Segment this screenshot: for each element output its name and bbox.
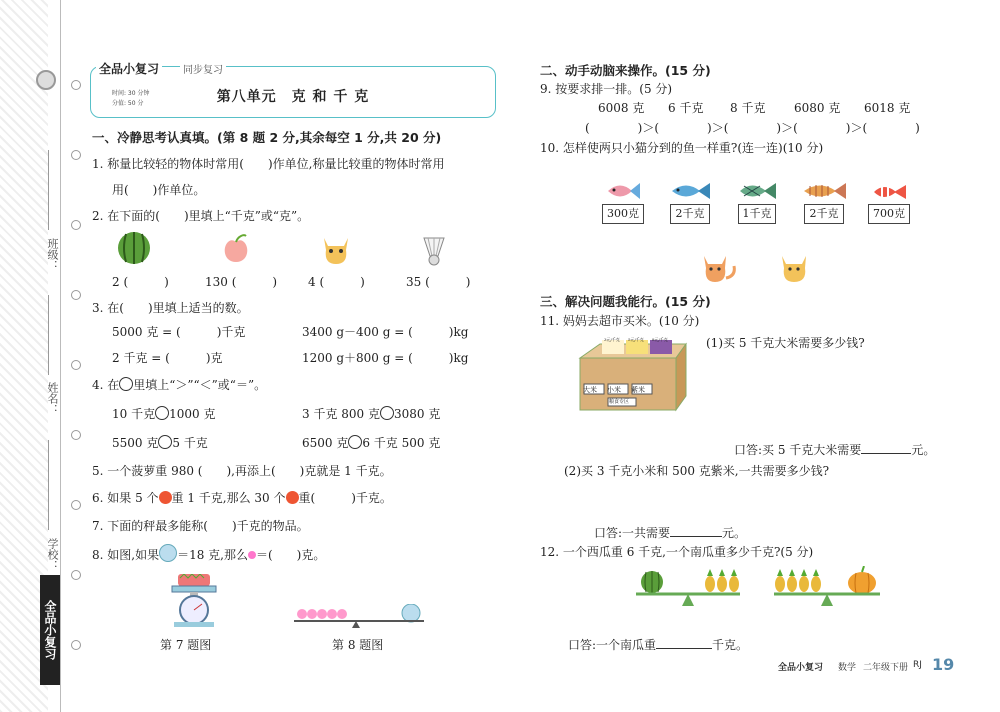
shop-price-3: 8元/千克 [652, 337, 668, 342]
balance-watermelon-pineapple [634, 566, 742, 612]
q2-text: 2. 在下面的( )里填上“千克”或“克”。 [92, 209, 310, 223]
q12-text: 12. 一个西瓜重 6 千克,一个南瓜重多少千克?(5 分) [540, 545, 814, 559]
cat-icon[interactable] [778, 250, 814, 288]
q2-answer-3[interactable]: 4 ( ) [308, 275, 365, 289]
q5-text: 5. 一个菠萝重 980 ( ),再添上( )克就是 1 千克。 [92, 464, 392, 478]
cat-icon [318, 230, 354, 268]
q1-line2: 用( )作单位。 [112, 183, 206, 197]
shop-label-3: 紫米 [631, 386, 645, 394]
vertical-logo: 全品小复习 [40, 575, 60, 685]
blue-ball-icon [159, 544, 177, 562]
q11-text: 11. 妈妈去超市买米。(10 分) [540, 314, 700, 328]
answer2 [594, 524, 746, 541]
binding-hole [71, 290, 81, 300]
answer3 [568, 636, 748, 653]
q4-item-1[interactable] [112, 405, 215, 422]
answer2-prefix: 口答:一共需要 [594, 526, 671, 540]
answer3-blank[interactable] [656, 638, 712, 649]
q4-item-4[interactable] [302, 434, 440, 451]
answer2-suffix: 元。 [722, 526, 747, 540]
q7-text: 7. 下面的秤最多能称( )千克的物品。 [92, 519, 309, 533]
fig7-caption: 第 7 题图 [160, 638, 212, 652]
binding-hole [71, 360, 81, 370]
q9-value-3: 8 千克 [730, 101, 766, 115]
fish-weight-box-5[interactable]: 700克 [868, 204, 910, 224]
name-label: 姓名： [46, 382, 59, 415]
medal-icon [36, 70, 56, 90]
answer-circle[interactable] [380, 406, 394, 420]
answer-circle[interactable] [348, 435, 362, 449]
shop-label-1: 大米 [583, 386, 597, 394]
q9-value-5: 6018 克 [864, 101, 911, 115]
binding-hole [71, 80, 81, 90]
binding-hole [71, 220, 81, 230]
q3-item-1[interactable]: 5000 克 = ( )千克 [112, 325, 246, 339]
shop-sign: 粮食专区 [609, 399, 630, 405]
q4-item-3[interactable] [112, 434, 208, 451]
section3-heading: 三、解决问题我能行。(15 分) [540, 294, 711, 309]
fish-weight-box-2[interactable]: 2千克 [670, 204, 710, 224]
q4-left: 6500 克 [302, 436, 349, 450]
q6-part-c: 重( )千克。 [298, 491, 392, 505]
answer3-prefix: 口答:一个南瓜重 [568, 638, 657, 652]
answer2-blank[interactable] [670, 526, 722, 537]
q3-item-3[interactable]: 2 千克 = ( )克 [112, 351, 223, 365]
balance-figure [294, 604, 424, 628]
balance-pineapple-pumpkin [772, 566, 882, 612]
strip-divider [60, 0, 61, 712]
q3-item-2[interactable]: 3400 g－400 g = ( )kg [302, 325, 469, 339]
fish-icon [604, 180, 640, 202]
name-line [48, 295, 49, 375]
scale-figure [164, 574, 224, 628]
q4-left: 3 千克 800 克 [302, 407, 380, 421]
q9-value-2: 6 千克 [668, 101, 704, 115]
footer-brand: 全品小复习 [778, 663, 824, 673]
cat-icon[interactable] [700, 250, 740, 288]
section2-heading: 二、动手动脑来操作。(15 分) [540, 63, 711, 78]
header-sub: 同步复习 [180, 61, 226, 76]
q8-text [92, 544, 325, 563]
q4-item-2[interactable] [302, 405, 440, 422]
q8-part-c: ＝( )克。 [256, 548, 326, 562]
answer1-prefix: 口答:买 5 千克大米需要 [734, 443, 862, 457]
q4-right: 5 千克 [172, 436, 208, 450]
section1-heading: 一、冷静思考认真填。(第 8 题 2 分,其余每空 1 分,共 20 分) [92, 130, 442, 145]
q4-text [92, 376, 266, 393]
school-line [48, 440, 49, 530]
q4-left: 5500 克 [112, 436, 159, 450]
peach-icon [220, 232, 252, 266]
q4-right: 3080 克 [393, 407, 441, 421]
fish-weight-box-4[interactable]: 2千克 [804, 204, 844, 224]
fig8-caption: 第 8 题图 [332, 638, 384, 652]
fish-icon [736, 180, 776, 202]
footer-grade: 二年级下册 [863, 663, 909, 673]
q8-part-a: 8. 如图,如果 [92, 548, 160, 562]
binding-hole [71, 500, 81, 510]
answer3-suffix: 千克。 [712, 638, 749, 652]
q10-text: 10. 怎样使两只小猫分到的鱼一样重?(连一连)(10 分) [540, 141, 824, 155]
school-label: 学校： [46, 538, 59, 571]
apple-icon [286, 491, 299, 504]
score-label: 分值: 50 分 [112, 100, 144, 107]
q2-answer-1[interactable]: 2 ( ) [112, 275, 169, 289]
q4-suffix: 里填上“＞”“＜”或“＝”。 [133, 378, 267, 392]
q2-answer-2[interactable]: 130 ( ) [205, 275, 278, 289]
q4-right: 1000 克 [169, 407, 216, 421]
binding-hole [71, 430, 81, 440]
binding-hole [71, 570, 81, 580]
q4-left: 10 千克 [112, 407, 156, 421]
pink-ball-icon [248, 551, 256, 559]
page-number: 19 [932, 655, 955, 674]
shop-price-2: 5元/千克 [628, 337, 644, 342]
q2-answer-4[interactable]: 35 ( ) [406, 275, 471, 289]
fish-icon [870, 182, 906, 202]
fish-weight-box-1[interactable]: 300克 [602, 204, 644, 224]
class-line [48, 150, 49, 230]
q6-part-b: 重 1 千克,那么 30 个 [171, 491, 286, 505]
answer-circle[interactable] [155, 406, 169, 420]
answer1 [734, 441, 935, 458]
answer1-suffix: 元。 [911, 443, 936, 457]
fish-icon [800, 180, 846, 202]
apple-icon [159, 491, 172, 504]
class-label: 班级： [46, 238, 59, 271]
shop-label-2: 小米 [607, 386, 621, 394]
compare-circle-icon [119, 377, 133, 391]
q4-right: 6 千克 500 克 [362, 436, 441, 450]
binding-hole [71, 150, 81, 160]
answer-circle[interactable] [158, 435, 172, 449]
answer1-blank[interactable] [861, 443, 911, 454]
q11-part2: (2)买 3 千克小米和 500 克紫米,一共需要多少钱? [564, 464, 830, 478]
time-label: 时间: 30 分钟 [112, 90, 150, 97]
q8-part-b: ＝18 克,那么 [177, 548, 248, 562]
q6-part-a: 6. 如果 5 个 [92, 491, 159, 505]
fish-weight-box-3[interactable]: 1千克 [738, 204, 776, 224]
q4-prefix: 4. 在 [92, 378, 120, 392]
page-title: 第八单元 克 和 千 克 [216, 89, 370, 105]
q9-value-1: 6008 克 [598, 101, 645, 115]
q11-part1: (1)买 5 千克大米需要多少钱? [706, 336, 865, 350]
fish-icon [668, 180, 710, 202]
header-logo: 全品小复习 [96, 60, 162, 77]
footer-subject: 数学 [838, 663, 857, 673]
q3-item-4[interactable]: 1200 g＋800 g = ( )kg [302, 351, 469, 365]
shop-price-1: 3元/千克 [604, 337, 620, 342]
rice-shop-illustration [574, 334, 692, 414]
q9-text: 9. 按要求排一排。(5 分) [540, 82, 673, 96]
binding-hole [71, 640, 81, 650]
shuttlecock-icon [422, 236, 446, 266]
q1-line1: 1. 称量比较轻的物体时常用( )作单位,称量比较重的物体时常用 [92, 157, 445, 171]
q3-text: 3. 在( )里填上适当的数。 [92, 301, 249, 315]
q6-text [92, 489, 392, 506]
q9-order-blanks[interactable]: ( )＞( )＞( )＞( )＞( ) [585, 121, 920, 135]
watermelon-icon [116, 230, 152, 266]
footer-edition: RJ [913, 660, 922, 670]
q9-value-4: 6080 克 [794, 101, 841, 115]
